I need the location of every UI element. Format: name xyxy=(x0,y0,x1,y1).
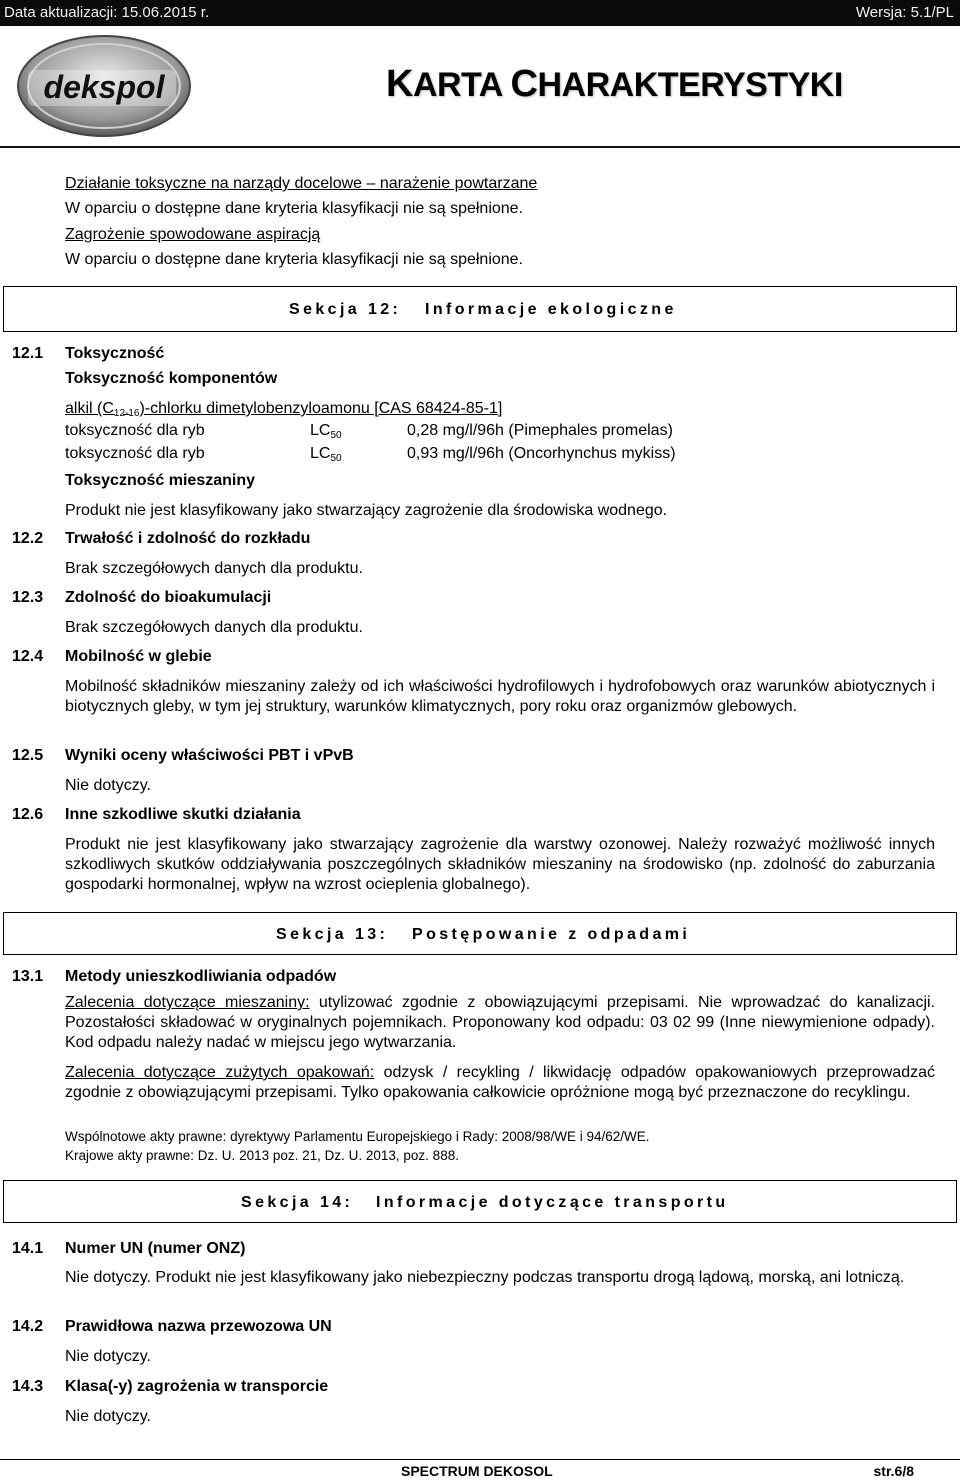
section-13-title: Postępowanie z odpadami xyxy=(412,926,691,943)
subsection-text: Nie dotyczy. xyxy=(65,777,151,794)
document-title: KARTA CHARAKTERYSTYKI xyxy=(386,63,843,105)
section-14-title: Informacje dotyczące transportu xyxy=(376,1194,729,1211)
subsection-number: 14.2 xyxy=(12,1318,44,1335)
section-13-header xyxy=(3,912,957,955)
update-date: Data aktualizacji: 15.06.2015 r. xyxy=(4,4,210,21)
subsection-heading: Klasa(-y) zagrożenia w transporcie xyxy=(65,1378,329,1395)
subsection-number: 12.5 xyxy=(12,747,44,764)
subsection-heading: Trwałość i zdolność do rozkładu xyxy=(65,530,311,547)
section-14-label: Sekcja 14: xyxy=(241,1194,354,1211)
subsection-text: Nie dotyczy. xyxy=(65,1408,151,1425)
subsection-number: 13.1 xyxy=(12,968,44,985)
subsection-heading: Metody unieszkodliwiania odpadów xyxy=(65,968,337,985)
subsection-heading: Numer UN (numer ONZ) xyxy=(65,1240,246,1257)
subsection-heading: Toksyczność xyxy=(65,345,165,362)
aspiration-text: W oparciu o dostępne dane kryteria klasyfikacji nie są spełnione. xyxy=(65,251,524,268)
section-12-label: Sekcja 12: xyxy=(289,301,402,318)
dekspol-logo xyxy=(4,26,194,148)
subsection-number: 12.6 xyxy=(12,806,44,823)
tox-row-lc: $LC_{50}$ xyxy=(310,445,342,464)
tox-row-value: 0,93 mg/l/96h (Oncorhynchus mykiss) xyxy=(407,445,676,462)
repeated-exposure-text: W oparciu o dostępne dane kryteria klasyfikacji nie są spełnione. xyxy=(65,200,524,217)
footer-page-number: str.6/8 xyxy=(873,1463,914,1479)
subsection-heading: Wyniki oceny właściwości PBT i vPvB xyxy=(65,747,354,764)
subsection-number: 12.2 xyxy=(12,530,44,547)
component-toxicity-heading: Toksyczność komponentów xyxy=(65,370,278,387)
subsection-number: 12.4 xyxy=(12,648,44,665)
page-header xyxy=(0,26,960,148)
subsection-text: Mobilność składników mieszaniny zależy od ich właściwości hydrofilowych i hydrofobowych oraz warunków abiotycznych i biotycznych gleby, w tym jej struktury, warunków klimatycznych, pory roku oraz organizmów glebowych. xyxy=(65,678,935,715)
subsection-text: Brak szczegółowych danych dla produktu. xyxy=(65,619,363,636)
subsection-number: 14.3 xyxy=(12,1378,44,1395)
national-legal-acts: Krajowe akty prawne: Dz. U. 2013 poz. 21, Dz. U. 2013, poz. 888. xyxy=(65,1148,459,1163)
mixture-toxicity-text: Produkt nie jest klasyfikowany jako stwarzający zagrożenie dla środowiska wodnego. xyxy=(65,502,668,519)
mixture-recommendations: Zalecenia dotyczące mieszaniny: utylizować zgodnie z obowiązującymi przepisami. Nie wprowadzać do kanalizacji. Pozostałości składować w oryginalnych pojemnikach. Proponowany kod odpadu: 03 02 99 (Inne niewymienione odpady). Kod odpadu należy nadać w miejscu jego wytwarzania. xyxy=(65,994,935,1051)
subsection-text: Nie dotyczy. Produkt nie jest klasyfikowany jako niebezpieczny podczas transportu drogą lądową, morską, ani lotniczą. xyxy=(65,1269,905,1286)
top-bar xyxy=(0,0,960,26)
eu-legal-acts: Wspólnotowe akty prawne: dyrektywy Parlamentu Europejskiego i Rady: 2008/98/WE i 94/62/WE. xyxy=(65,1129,650,1144)
footer-divider xyxy=(0,1459,960,1460)
section-14-header xyxy=(3,1180,957,1223)
component-name: alkil $(C_{12-16})$-chlorku dimetylobenzyloamonu [CAS 68424-85-1] xyxy=(65,400,503,419)
tox-row-value: 0,28 mg/l/96h (Pimephales promelas) xyxy=(407,422,673,439)
tox-row-label: toksyczność dla ryb xyxy=(65,445,205,462)
section-12-header xyxy=(3,286,957,332)
subsection-heading: Mobilność w glebie xyxy=(65,648,212,665)
subsection-heading: Prawidłowa nazwa przewozowa UN xyxy=(65,1318,332,1335)
subsection-number: 12.1 xyxy=(12,345,44,362)
subsection-text: Nie dotyczy. xyxy=(65,1348,151,1365)
subsection-number: 12.3 xyxy=(12,589,44,606)
packaging-recommendations: Zalecenia dotyczące zużytych opakowań: odzysk / recykling / likwidację odpadów opakowaniowych przeprowadzać zgodnie z obowiązującymi przepisami. Tylko opakowania całkowicie opróżnione mogą być przeznaczone do recyklingu. xyxy=(65,1064,935,1101)
subsection-heading: Zdolność do bioakumulacji xyxy=(65,589,272,606)
footer-product-name: SPECTRUM DEKOSOL xyxy=(401,1463,553,1479)
subsection-text: Brak szczegółowych danych dla produktu. xyxy=(65,560,363,577)
version-label: Wersja: 5.1/PL xyxy=(855,4,954,21)
header-divider xyxy=(0,146,960,148)
svg-text:dekspol: dekspol xyxy=(43,69,165,105)
section-12-title: Informacje ekologiczne xyxy=(425,301,677,318)
subsection-number: 14.1 xyxy=(12,1240,44,1257)
repeated-exposure-heading: Działanie toksyczne na narządy docelowe – narażenie powtarzane xyxy=(65,175,538,192)
section-13-label: Sekcja 13: xyxy=(276,926,389,943)
tox-row-lc: $LC_{50}$ xyxy=(310,422,342,441)
mixture-toxicity-heading: Toksyczność mieszaniny xyxy=(65,472,255,489)
subsection-text: Produkt nie jest klasyfikowany jako stwarzający zagrożenie dla warstwy ozonowej. Należy rozważyć możliwość innych szkodliwych skutków oddziaływania poszczególnych składników mieszaniny na środowisko (np. zdolność do zaburzania gospodarki hormonalnej, wpływ na wzrost ocieplenia globalnego). xyxy=(65,836,935,893)
aspiration-heading: Zagrożenie spowodowane aspiracją xyxy=(65,226,321,243)
subsection-heading: Inne szkodliwe skutki działania xyxy=(65,806,301,823)
tox-row-label: toksyczność dla ryb xyxy=(65,422,205,439)
